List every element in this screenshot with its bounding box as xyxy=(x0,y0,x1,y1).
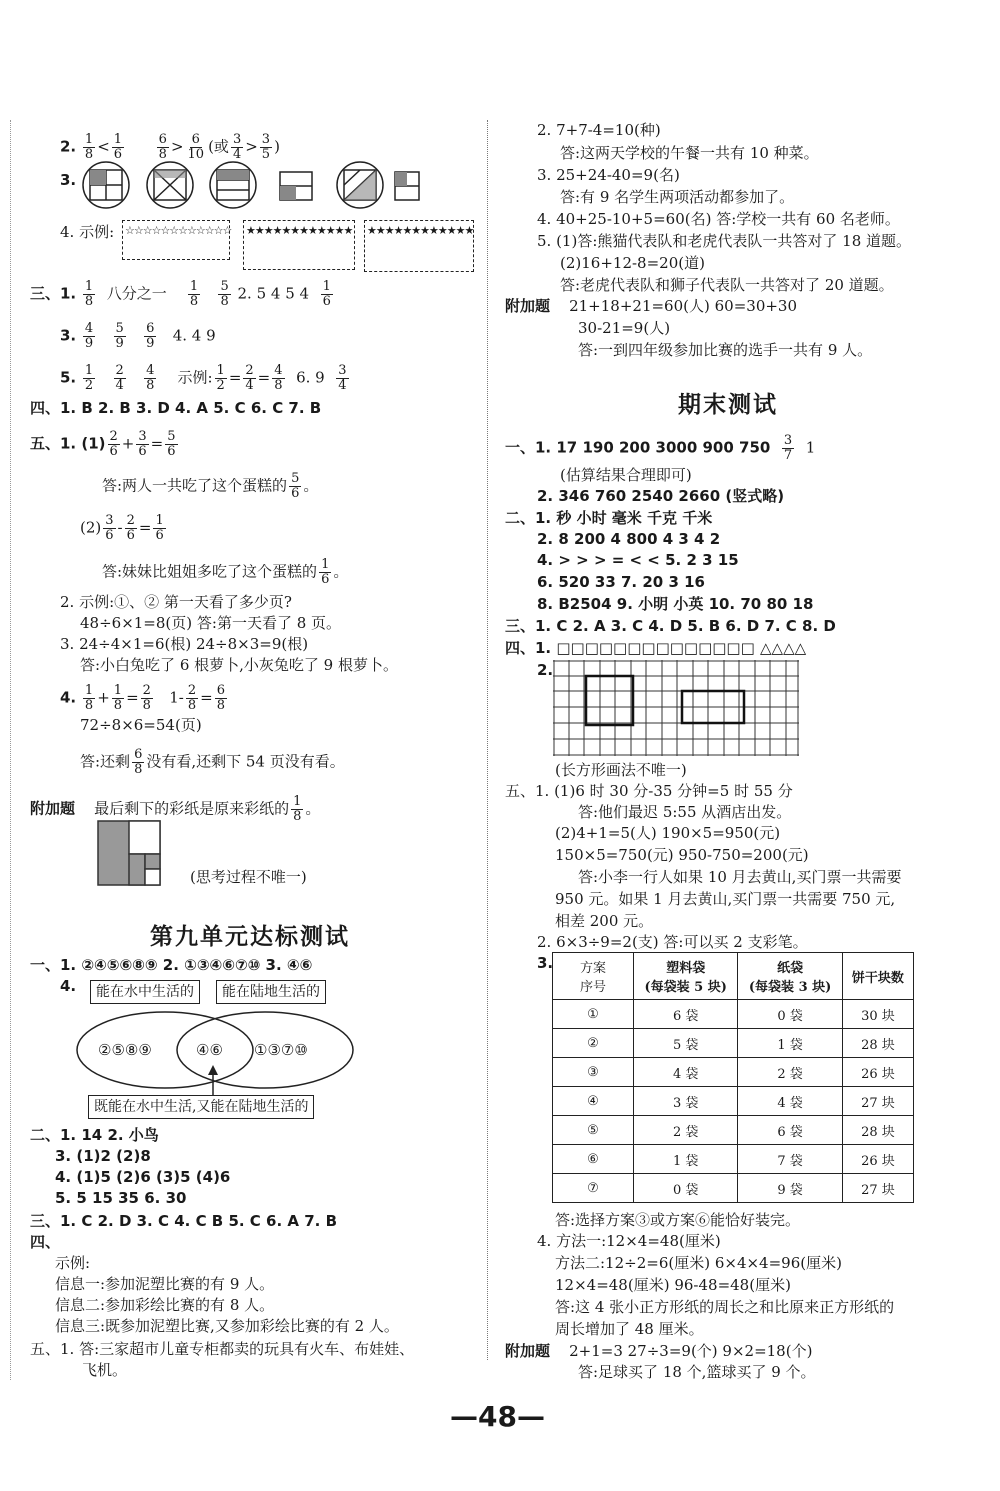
left-s5-q1-2-answer: 答:妹妹比姐姐多吃了这个蛋糕的 $\frac{1}{6}$ 。 xyxy=(102,557,349,587)
unit9-s4-example: 示例: xyxy=(55,1254,91,1272)
unit9-s2-q4: 4. (1)5 (2)6 (3)5 (4)6 xyxy=(55,1168,231,1186)
final-s2-q8: 8. B2504 9. 小明 小英 10. 70 80 18 xyxy=(537,595,814,613)
final-s4-q2-label: 2. xyxy=(537,661,554,679)
paper-diagram xyxy=(97,820,161,890)
page-number: —48— xyxy=(450,1400,545,1433)
unit9-s2-q5: 5. 5 15 35 6. 30 xyxy=(55,1189,187,1207)
table-cell: 1 袋 xyxy=(738,1029,842,1058)
table-header-paper: 纸袋 (每袋装 3 块) xyxy=(738,953,842,1000)
stars-box-2: ★★★★★★★★★★★★ xyxy=(243,220,355,270)
table-cell: 26 块 xyxy=(842,1145,913,1174)
s3-q2: 2. 5 4 5 4 xyxy=(237,284,310,303)
final-s5-q1d: 150×5=750(元) 950-750=200(元) xyxy=(555,846,809,864)
left-s5-q2b: 48÷6×1=8(页) 答:第一天看了 8 页。 xyxy=(80,614,342,632)
unit9-q1: 一、1. ②④⑤⑥⑧⑨ 2. ①③④⑥⑦⑩ 3. ④⑥ xyxy=(30,956,313,974)
final-q1: 一、1. 17 190 200 3000 900 750 $\frac{3}{7}$ 1 xyxy=(505,433,816,463)
table-cell: 1 袋 xyxy=(634,1145,738,1174)
table-row xyxy=(553,1058,914,1087)
s5-part2-label: (2) xyxy=(80,518,102,537)
unit9-info-1: 信息一:参加泥塑比赛的有 9 人。 xyxy=(55,1275,275,1293)
left-extra: 附加题 最后剩下的彩纸是原来彩纸的 $\frac{1}{8}$ 。 xyxy=(30,794,321,824)
stars-box-3: ★★★★★★★★★★★★ xyxy=(364,220,474,272)
venn-left-set: ②⑤⑧⑨ xyxy=(98,1041,152,1059)
table-row xyxy=(553,1116,914,1145)
s5-q4-label: 4. xyxy=(60,688,77,707)
venn-both-label: 既能在水中生活,又能在陆地生活的 xyxy=(88,1095,314,1119)
table-cell: 2 袋 xyxy=(738,1058,842,1087)
right-extra-a: 21+18+21=60(人) 60=30+30 xyxy=(569,297,798,315)
final-s5-q4e: 周长增加了 48 厘米。 xyxy=(555,1320,704,1338)
table-row xyxy=(553,1000,914,1029)
table-cell: 4 袋 xyxy=(634,1058,738,1087)
final-s2-q4: 4. > > > = < < 5. 2 3 15 xyxy=(537,551,739,569)
table-cell: 27 块 xyxy=(842,1174,913,1203)
right-extra-b: 30-21=9(人) xyxy=(578,319,671,337)
left-s5-q1-answer: 答:两人一共吃了这个蛋糕的 $\frac{5}{6}$ 。 xyxy=(102,471,319,501)
fraction-shapes xyxy=(80,160,420,212)
right-q2b: 答:这两天学校的午餐一共有 10 种菜。 xyxy=(560,144,819,162)
final-s4-note: (长方形画法不唯一) xyxy=(555,761,687,779)
final-q1b: (估算结果合理即可) xyxy=(560,466,692,484)
grid-drawing xyxy=(553,660,799,760)
packaging-table xyxy=(552,952,914,1203)
right-q5: 5. (1)答:熊猫代表队和老虎代表队一共答对了 18 道题。 xyxy=(537,232,912,250)
table-row xyxy=(553,1145,914,1174)
extra-text: 最后剩下的彩纸是原来彩纸的 xyxy=(94,799,290,818)
extra-note: (思考过程不唯一) xyxy=(190,868,307,886)
unit9-s3: 三、1. C 2. D 3. C 4. C B 5. C 6. A 7. B xyxy=(30,1212,338,1230)
right-extra-c: 答:一到四年级参加比赛的选手一共有 9 人。 xyxy=(578,341,873,359)
table-cell: 0 袋 xyxy=(634,1174,738,1203)
right-q5c: 答:老虎代表队和狮子代表队一共答对了 20 道题。 xyxy=(560,276,894,294)
left-s5-q2: 2. 示例:①、② 第一天看了多少页? xyxy=(60,593,292,611)
table-cell: ③ xyxy=(553,1058,634,1087)
final-s5-q1g: 相差 200 元。 xyxy=(555,912,654,930)
table-cell: 9 袋 xyxy=(738,1174,842,1203)
table-cell: 6 袋 xyxy=(738,1116,842,1145)
s5-label: 五、1. (1) xyxy=(30,434,106,453)
final-extra-label: 附加题 xyxy=(505,1342,551,1360)
table-cell: 26 块 xyxy=(842,1058,913,1087)
left-s3-q1: 三、1. $\frac{1}{8}$ 八分之一 $\frac{1}{8}$ $\frac{5}{8}$ 2. 5 4 5 4 $\frac{1}{6}$ xyxy=(30,279,331,309)
table-cell: 5 袋 xyxy=(634,1029,738,1058)
final-s5-q4d: 答:这 4 张小正方形纸的周长之和比原来正方形纸的 xyxy=(555,1298,895,1316)
venn-water-label: 能在水中生活的 xyxy=(90,980,200,1004)
left-s5-q3: 3. 24÷4×1=6(根) 24÷8×3=9(根) xyxy=(60,635,309,653)
column-divider xyxy=(487,120,488,1360)
table-cell: 6 袋 xyxy=(634,1000,738,1029)
final-s5-q1c: (2)4+1=5(人) 190×5=950(元) xyxy=(555,824,781,842)
s5-q4-answer-start: 答:还剩 xyxy=(80,752,131,771)
final-s2-q6: 6. 520 33 7. 20 3 16 xyxy=(537,573,705,591)
final-s5-q4c: 12×4=48(厘米) 96-48=48(厘米) xyxy=(555,1276,791,1294)
left-s5-q4c: 答:还剩 $\frac{6}{8}$ 没有看,还剩下 54 页没有看。 xyxy=(80,747,345,777)
unit9-s2-q3: 3. (1)2 (2)8 xyxy=(55,1147,151,1165)
final-extra xyxy=(505,1341,812,1361)
final-s5-q1: 五、1. (1)6 时 30 分-35 分钟=5 时 55 分 xyxy=(505,782,793,800)
table-cell: ⑦ xyxy=(553,1174,634,1203)
table-cell: 0 袋 xyxy=(738,1000,842,1029)
right-q3: 3. 25+24-40=9(名) xyxy=(537,166,680,184)
final-s5-q4b: 方法二:12÷2=6(厘米) 6×4×4=96(厘米) xyxy=(555,1254,842,1272)
unit9-q4-label: 4. xyxy=(60,977,77,995)
q4-label: 4. 示例: xyxy=(60,223,115,241)
final-s5-q3-label: 3. xyxy=(537,954,554,972)
final-q1-values: 一、1. 17 190 200 3000 900 750 xyxy=(505,438,771,457)
table-cell: 7 袋 xyxy=(738,1145,842,1174)
page-number-value: 48 xyxy=(478,1400,517,1433)
final-q2: 2. 346 760 2540 2660 (竖式略) xyxy=(537,487,785,505)
unit9-info-2: 信息二:参加彩绘比赛的有 8 人。 xyxy=(55,1296,275,1314)
s3-q5-label: 5. xyxy=(60,368,77,387)
table-cell: 3 袋 xyxy=(634,1087,738,1116)
table-cell: ⑥ xyxy=(553,1145,634,1174)
right-extra xyxy=(505,296,797,316)
venn-land-label: 能在陆地生活的 xyxy=(216,980,326,1004)
table-cell: ① xyxy=(553,1000,634,1029)
unit9-s2-q1: 二、1. 14 2. 小鸟 xyxy=(30,1126,159,1144)
table-cell: 27 块 xyxy=(842,1087,913,1116)
left-s5-q1: 五、1. (1) $\frac{2}{6}$ + $\frac{3}{6}$ = $\frac{5}{6}$ xyxy=(30,429,176,459)
right-extra-label: 附加题 xyxy=(505,297,551,315)
table-row xyxy=(553,1174,914,1203)
final-s5-q2: 2. 6×3÷9=2(支) 答:可以买 2 支彩笔。 xyxy=(537,933,808,951)
table-header-count: 饼干块数 xyxy=(842,953,913,1000)
final-s5-q3-answer: 答:选择方案③或方案⑥能恰好装完。 xyxy=(555,1211,801,1229)
table-cell: ② xyxy=(553,1029,634,1058)
s5-answer-1: 答:两人一共吃了这个蛋糕的 xyxy=(102,476,288,495)
final-test-title: 期末测试 xyxy=(678,391,778,418)
table-cell: 30 块 xyxy=(842,1000,913,1029)
venn-right-set: ①③⑦⑩ xyxy=(254,1041,308,1059)
table-cell: ⑤ xyxy=(553,1116,634,1145)
final-q1-end: 1 xyxy=(805,438,816,457)
unit9-s5: 五、1. 答:三家超市儿童专柜都卖的玩具有火车、布娃娃、 xyxy=(30,1340,415,1358)
table-cell: 28 块 xyxy=(842,1116,913,1145)
left-s3-q3: 3. $\frac{4}{9}$ $\frac{5}{9}$ $\frac{6}{9}$ 4. 4 9 xyxy=(60,321,216,351)
unit9-info-3: 信息三:既参加泥塑比赛,又参加彩绘比赛的有 2 人。 xyxy=(55,1317,399,1335)
right-q4: 4. 40+25-10+5=60(名) 答:学校一共有 60 名老师。 xyxy=(537,210,900,228)
final-s5-q1e: 答:小李一行人如果 10 月去黄山,买门票一共需要 xyxy=(578,868,902,886)
table-cell: 2 袋 xyxy=(634,1116,738,1145)
left-q4 xyxy=(60,222,114,242)
stars-box-1: ☆☆☆☆☆☆☆☆☆☆☆☆ xyxy=(122,220,230,260)
table-cell: 28 块 xyxy=(842,1029,913,1058)
venn-intersection: ④⑥ xyxy=(196,1041,223,1059)
s3-text: 八分之一 xyxy=(106,284,167,303)
left-s5-q4: 4. $\frac{1}{8}$ + $\frac{1}{8}$ = $\frac{2}{8}$ 1- $\frac{2}{8}$ = $\frac{6}{8}$ xyxy=(60,683,225,713)
right-q2: 2. 7+7-4=10(种) xyxy=(537,121,661,139)
final-s2-q1: 二、1. 秒 小时 毫米 千克 千米 xyxy=(505,509,713,527)
table-header-plan: 方案 序号 xyxy=(553,953,634,1000)
left-s5-q3b: 答:小白兔吃了 6 根萝卜,小灰兔吃了 9 根萝卜。 xyxy=(80,656,398,674)
s3-q3-label: 3. xyxy=(60,326,77,345)
final-extra-b: 答:足球买了 18 个,篮球买了 9 个。 xyxy=(578,1363,816,1381)
table-header-plastic: 塑料袋 (每袋装 5 块) xyxy=(634,953,738,1000)
extra-label: 附加题 xyxy=(30,799,76,818)
final-s3: 三、1. C 2. A 3. C 4. D 5. B 6. D 7. C 8. D xyxy=(505,617,836,635)
s5-answer-2: 答:妹妹比姐姐多吃了这个蛋糕的 xyxy=(102,562,318,581)
final-s2-q2: 2. 8 200 4 800 4 3 4 2 xyxy=(537,530,721,548)
unit9-title: 第九单元达标测试 xyxy=(150,923,350,950)
left-s5-q1-2: (2) $\frac{3}{6}$ - $\frac{2}{6}$ = $\frac{1}{6}$ xyxy=(80,513,164,543)
s3-label: 三、1. xyxy=(30,284,77,303)
final-extra-a: 2+1=3 27÷3=9(个) 9×2=18(个) xyxy=(569,1342,813,1360)
left-s5-q4b: 72÷8×6=54(页) xyxy=(80,716,202,734)
left-q3-label: 3. xyxy=(60,171,77,189)
s5-q4-answer-end: 没有看,还剩下 54 页没有看。 xyxy=(146,752,345,771)
table-header-row xyxy=(553,953,914,1000)
table-row xyxy=(553,1029,914,1058)
final-s5-q1b: 答:他们最迟 5:55 从酒店出发。 xyxy=(578,803,792,821)
left-s4: 四、1. B 2. B 3. D 4. A 5. C 6. C 7. B xyxy=(30,399,322,417)
right-q5b: (2)16+12-8=20(道) xyxy=(560,254,705,272)
table-row xyxy=(553,1087,914,1116)
left-q2: 2. $\frac{1}{8}$ < $\frac{1}{6}$ $\frac{6}{8}$ > $\frac{6}{10}$ (或 $\frac{3}{4}$ > $\frac{3}{5}$ ) xyxy=(60,132,280,162)
final-s4: 四、1. □□□□□□□□□□□□□□ △△△△ xyxy=(505,639,807,657)
table-cell: 4 袋 xyxy=(738,1087,842,1116)
s3-q6: 6. 9 xyxy=(296,368,325,387)
s3-example: 示例: xyxy=(177,368,213,387)
unit9-s5b: 飞机。 xyxy=(82,1361,128,1379)
final-s5-q1f: 950 元。如果 1 月去黄山,买门票一共需要 750 元, xyxy=(555,890,896,908)
unit9-s4: 四、 xyxy=(30,1233,61,1251)
right-q3b: 答:有 9 名学生两项活动都参加了。 xyxy=(560,188,795,206)
left-s3-q5: 5. $\frac{1}{2}$ $\frac{2}{4}$ $\frac{4}{8}$ 示例: $\frac{1}{2}$ = $\frac{2}{4}$ = $\frac{4}{8}$ 6. 9 $\frac{3}{4}$ xyxy=(60,363,347,393)
s3-q4: 4. 4 9 xyxy=(172,326,216,345)
final-s5-q4: 4. 方法一:12×4=48(厘米) xyxy=(537,1232,721,1250)
table-cell: ④ xyxy=(553,1087,634,1116)
left-margin-line xyxy=(10,120,11,1380)
